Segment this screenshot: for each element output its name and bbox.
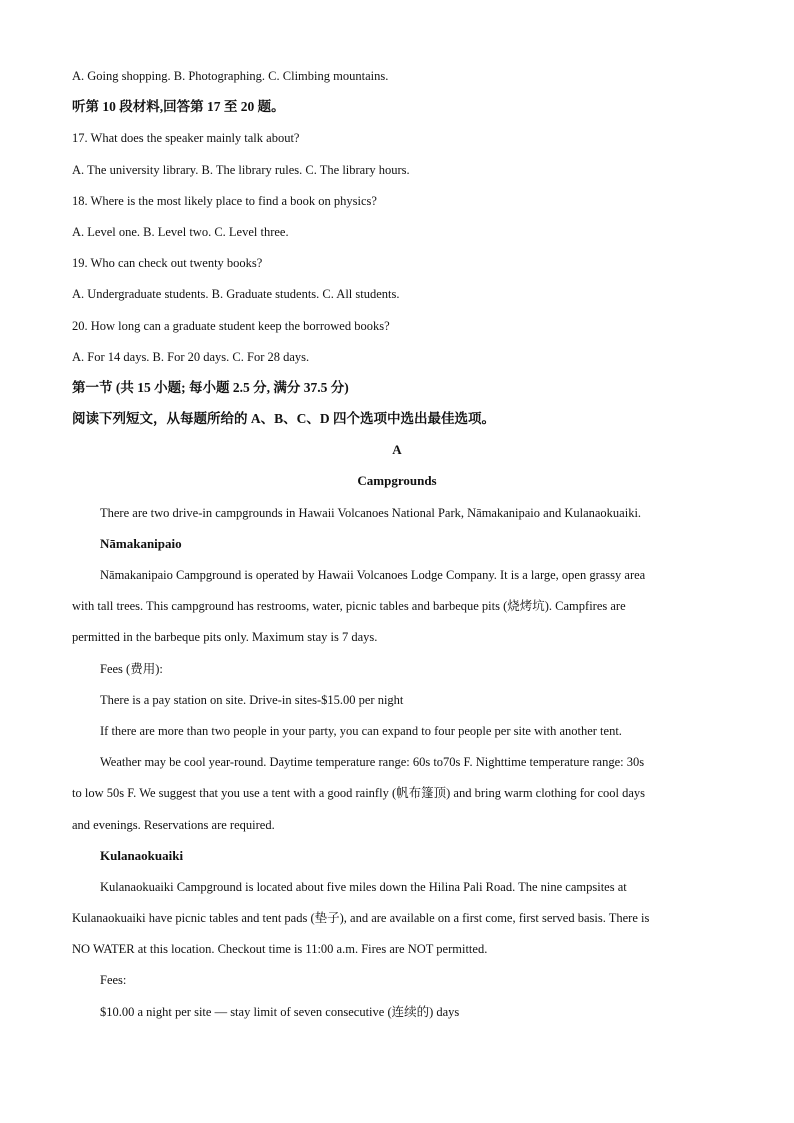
paragraph-line: There is a pay station on site. Drive-in sites-$15.00 per night xyxy=(100,692,404,707)
subheading-kulanaokuaiki: Kulanaokuaiki xyxy=(100,847,184,863)
paragraph-line: NO WATER at this location. Checkout time is 11:00 a.m. Fires are NOT permitted. xyxy=(72,942,488,957)
passage-intro: There are two drive-in campgrounds in Hawaii Volcanoes National Park, Nāmakanipaio and Kulanaokuaiki. xyxy=(100,505,642,520)
q16-options: A. Going shopping. B. Photographing. C. Climbing mountains. xyxy=(72,69,389,83)
document-page xyxy=(72,62,722,1029)
section-instruction-material-10: 听第 10 段材料,回答第 17 至 20 题。 xyxy=(72,99,285,115)
paragraph-line: permitted in the barbeque pits only. Maximum stay is 7 days. xyxy=(72,630,378,645)
q20-options: A. For 14 days. B. For 20 days. C. For 28 days. xyxy=(72,349,310,364)
reading-instruction: 阅读下列短文，从每题所给的 A、B、C、D 四个选项中选出最佳选项。 xyxy=(72,411,496,427)
passage-letter: A xyxy=(392,442,402,458)
paragraph-line: If there are more than two people in your party, you can expand to four people per site with another tent. xyxy=(100,723,622,738)
fees-label: Fees (费用): xyxy=(100,661,163,676)
q19-options: A. Undergraduate students. B. Graduate students. C. All students. xyxy=(72,287,400,302)
paragraph-line: Kulanaokuaiki have picnic tables and tent pads (垫子), and are available on a first come, first served basis. There is xyxy=(72,911,650,926)
subheading-namakanipaio: Nāmakanipaio xyxy=(100,535,182,551)
q18-options: A. Level one. B. Level two. C. Level three. xyxy=(72,224,289,239)
question-19: 19. Who can check out twenty books? xyxy=(72,256,263,271)
fees-label: Fees: xyxy=(100,973,127,988)
paragraph-line: Weather may be cool year-round. Daytime temperature range: 60s to70s F. Nighttime temperature range: 30s xyxy=(100,755,645,770)
section-header: 第一节 (共 15 小题; 每小题 2.5 分, 满分 37.5 分) xyxy=(72,379,349,395)
paragraph-line: Kulanaokuaiki Campground is located about five miles down the Hilina Pali Road. The nine campsites at xyxy=(100,879,627,894)
paragraph-line: $10.00 a night per site — stay limit of seven consecutive (连续的) days xyxy=(100,1004,460,1019)
question-20: 20. How long can a graduate student keep the borrowed books? xyxy=(72,318,390,333)
paragraph-line: and evenings. Reservations are required. xyxy=(72,817,275,832)
question-18: 18. Where is the most likely place to find a book on physics? xyxy=(72,193,377,208)
q17-options: A. The university library. B. The library rules. C. The library hours. xyxy=(72,162,410,177)
paragraph-line: with tall trees. This campground has restrooms, water, picnic tables and barbeque pits (烧烤坑). Campfires are xyxy=(72,599,626,614)
paragraph-line: to low 50s F. We suggest that you use a tent with a good rainfly (帆布篷顶) and bring warm clothing for cool days xyxy=(72,786,646,801)
paragraph-line: Nāmakanipaio Campground is operated by Hawaii Volcanoes Lodge Company. It is a large, open grassy area xyxy=(100,568,646,582)
question-17: 17. What does the speaker mainly talk about? xyxy=(72,131,300,146)
passage-title: Campgrounds xyxy=(357,473,437,489)
